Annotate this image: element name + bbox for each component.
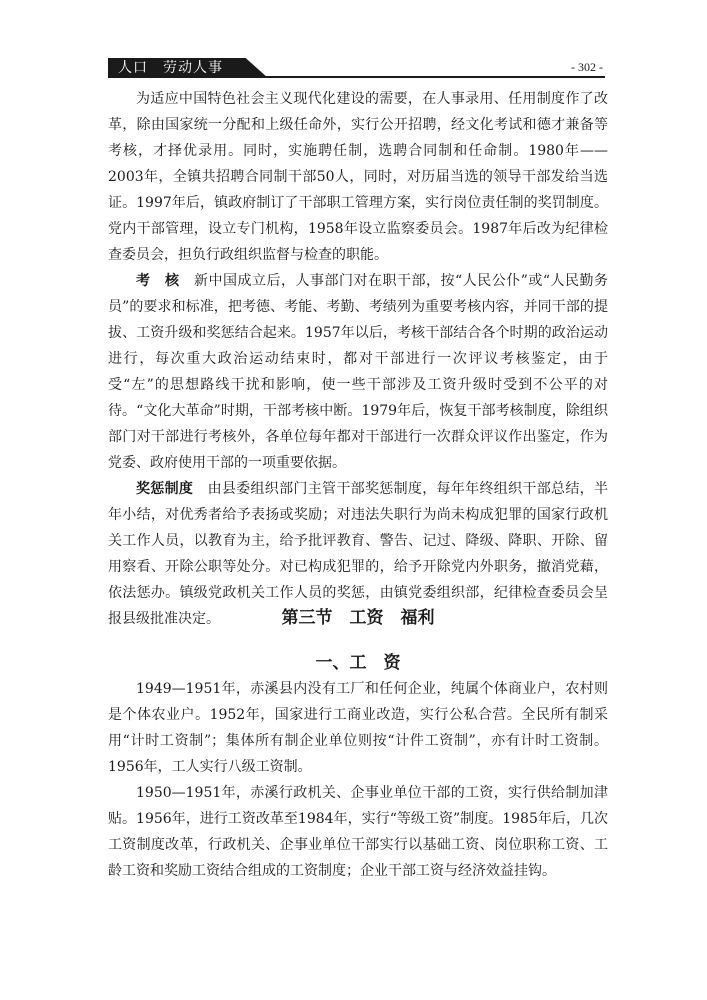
header-title: 人口 劳动人事: [118, 60, 223, 76]
paragraph-text: 1950—1951年，赤溪行政机关、企事业单位干部的工资，实行供给制加津贴。1956年，进行工资改革至1984年，实行“等级工资”制度。1985年后，几次工资制度改革，行政机关、企事业单位干部实行以基础工资、岗位职称工资、工龄工资和奖励工资结合组成的工资制度；企业干部工资与经济效益挂钩。: [108, 785, 608, 879]
subsection-title: 一、工 资: [315, 653, 401, 673]
paragraph: [108, 676, 608, 780]
paragraph-text: 为适应中国特色社会主义现代化建设的需要，在人事录用、任用制度作了改革，除由国家统一分配和上级任命外，实行公开招聘，经文化考试和德才兼备等考核，才择优录用。同时，实施聘任制，选聘合同制和任命制。1980年——2003年，全镇共招聘合同制干部50人，同时，对历届当选的领导干部发给当选证。1997年后，镇政府制订了干部职工管理方案，实行岗位责任制的奖罚制度。党内干部管理，设立专门机构，1958年设立监察委员会。1987年后改为纪律检查委员会，担负行政组织监督与检查的职能。: [108, 91, 608, 263]
running-header: [108, 58, 605, 78]
body-section-2: [108, 676, 608, 884]
section-title: 第三节 工资 福利: [281, 608, 435, 628]
header-rule: [108, 76, 605, 78]
paragraph-text: 1949—1951年，赤溪县内没有工厂和任何企业，纯属个体商业户，农村则是个体农业户。1952年，国家进行工商业改造，实行公私合营。全民所有制采用“计时工资制”；集体所有制企业单位则按“计件工资制”，亦有计时工资制。1956年，工人实行八级工资制。: [108, 681, 608, 775]
paragraph-text: 新中国成立后，人事部门对在职干部，按“人民公仆”或“人民勤务员”的要求和标准，把考德、考能、考勤、考绩列为重要考核内容，并同干部的提拔、工资升级和奖惩结合起来。1957年以后，考核干部结合各个时期的政治运动进行，每次重大政治运动结束时，都对干部进行一次评议考核鉴定，由于受“左”的思想路线干扰和影响，使一些干部涉及工资升级时受到不公平的对待。“文化大革命”时期，干部考核中断。1979年后，恢复干部考核制度，除组织部门对干部进行考核外，各单位每年都对干部进行一次群众评议作出鉴定，作为党委、政府使用干部的一项重要依据。: [108, 273, 609, 471]
paragraph-label: 奖惩制度: [136, 481, 194, 497]
paragraph-assessment: [108, 268, 608, 476]
paragraph-text: 由县委组织部门主管干部奖惩制度，每年年终组织干部总结，半年小结，对优秀者给予表扬或奖励；对违法失职行为尚未构成犯罪的国家行政机关工作人员，以教育为主，给予批评教育、警告、记过、降级、降职、开除、留用察看、开除公职等处分。对已构成犯罪的，给予开除党内外职务，撤消党藉，依法惩办。镇级党政机关工作人员的奖惩，由镇党委组织部，纪律检查委员会呈报县级批准决定。: [108, 481, 608, 627]
paragraph-label: 考 核: [136, 273, 180, 289]
page-number: - 302 -: [571, 60, 603, 74]
paragraph: [108, 86, 608, 268]
body-section-1: [108, 86, 608, 632]
paragraph: [108, 780, 608, 884]
